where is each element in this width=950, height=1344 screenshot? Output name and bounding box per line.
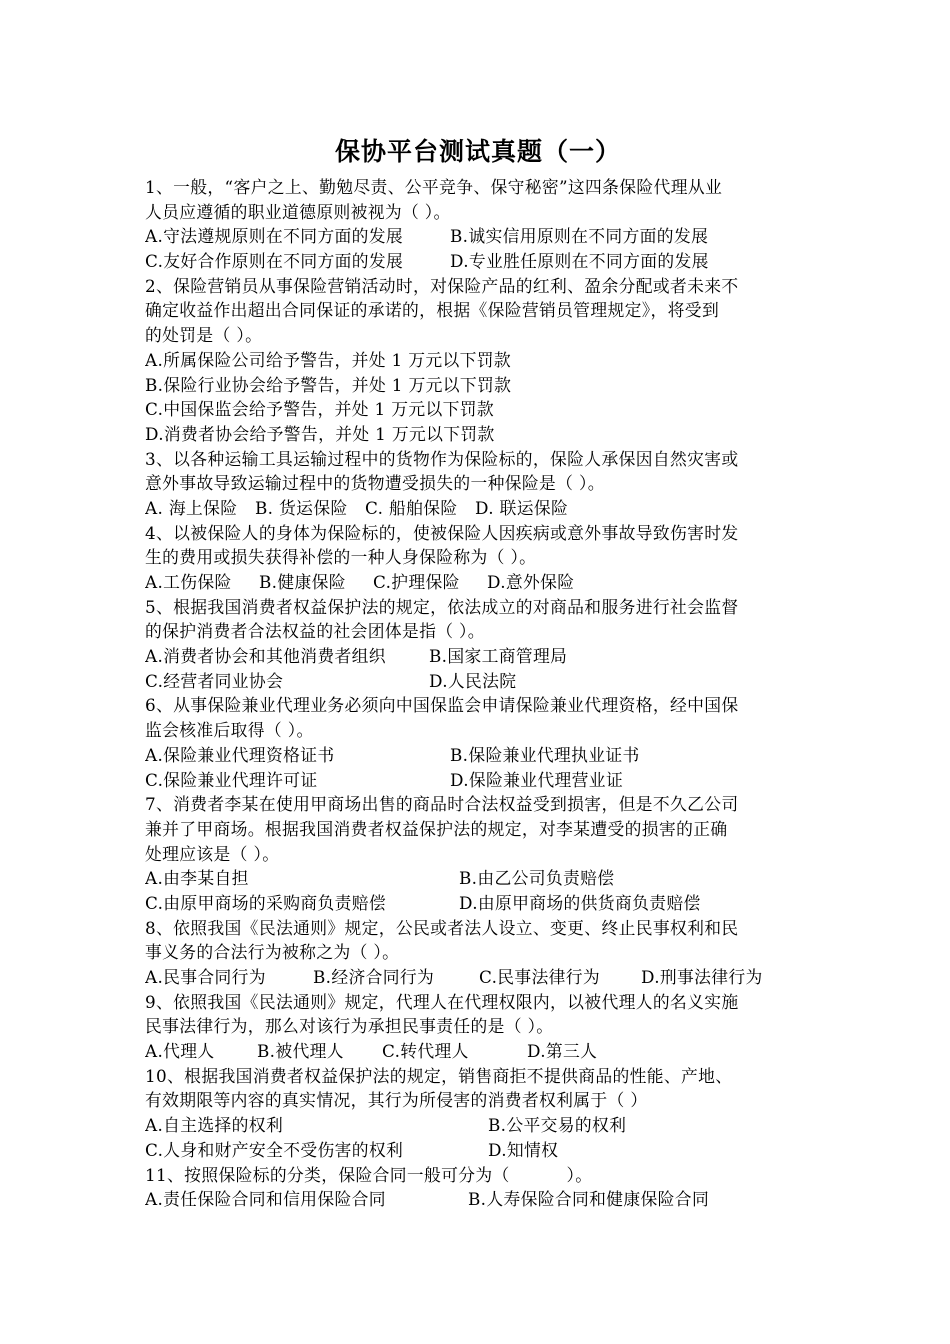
question-list [145, 175, 807, 1212]
option-b: B.经济合同行为 [313, 967, 435, 987]
question-text-line: 的处罚是（ ）。 [145, 325, 263, 346]
question-6 [145, 693, 807, 792]
question-9 [145, 990, 807, 1064]
question-text-line: 兼并了甲商场。根据我国消费者权益保护法的规定，对李某遭受的损害的正确 [145, 818, 728, 839]
option-b: B.保险兼业代理执业证书 [450, 744, 640, 765]
question-1 [145, 175, 807, 274]
option-row [145, 422, 807, 447]
option-c: C.转代理人 [382, 1041, 469, 1062]
option-b: B.健康保险 [259, 572, 346, 592]
option-row [145, 348, 807, 373]
question-11 [145, 1163, 807, 1212]
option-d: D.刑事法律行为 [641, 967, 763, 987]
option-d: D.消费者协会给予警告，并处 1 万元以下罚款 [145, 423, 495, 444]
page-title: 保协平台测试真题（一） [334, 137, 621, 166]
option-row [145, 224, 807, 249]
option-b: B.国家工商管理局 [429, 646, 568, 667]
question-text-line: 5、根据我国消费者权益保护法的规定，依法成立的对商品和服务进行社会监督 [145, 596, 739, 617]
option-d: D.第三人 [527, 1041, 598, 1062]
option-a: A.由李某自担 [145, 868, 249, 889]
question-text-line: 11、按照保险标的分类，保险合同一般可分为（ ）。 [145, 1164, 593, 1185]
question-text-line: 有效期限等内容的真实情况，其行为所侵害的消费者权利属于（ ） [145, 1090, 648, 1111]
option-b: B.被代理人 [257, 1041, 344, 1062]
option-a: A.工伤保险 [145, 572, 232, 592]
option-c: C.中国保监会给予警告，并处 1 万元以下罚款 [145, 399, 495, 420]
question-8 [145, 916, 807, 990]
question-text-line: 9、依照我国《民法通则》规定，代理人在代理权限内，以被代理人的名义实施 [145, 991, 739, 1012]
question-3 [145, 447, 807, 521]
question-5 [145, 595, 807, 694]
option-c: C. 船舶保险 [365, 497, 458, 518]
question-text-line: 4、以被保险人的身体为保险标的，使被保险人因疾病或意外事故导致伤害时发 [145, 522, 739, 543]
question-text-line: 人员应遵循的职业道德原则被视为（ ）。 [145, 201, 451, 222]
question-text-line: 意外事故导致运输过程中的货物遭受损失的一种保险是（ ）。 [145, 473, 605, 494]
question-2 [145, 274, 807, 447]
option-c: C.经营者同业协会 [145, 670, 284, 691]
option-row [145, 1138, 807, 1163]
option-b: B. 货运保险 [255, 497, 348, 518]
question-text-line: 2、保险营销员从事保险营销活动时，对保险产品的红利、盈余分配或者未来不 [145, 275, 739, 296]
option-row [145, 397, 807, 422]
option-a: A.自主选择的权利 [145, 1115, 284, 1136]
option-row [145, 768, 807, 793]
question-text-line: 6、从事保险兼业代理业务必须向中国保监会申请保险兼业代理资格，经中国保 [145, 695, 739, 716]
question-text-line: 处理应该是（ ）。 [145, 843, 280, 864]
option-row [145, 1113, 807, 1138]
option-d: D.知情权 [488, 1139, 559, 1160]
option-d: D.专业胜任原则在不同方面的发展 [450, 251, 709, 272]
question-text-line: 7、消费者李某在使用甲商场出售的商品时合法权益受到损害，但是不久乙公司 [145, 794, 739, 815]
question-text-line: 1、一般，“客户之上、勤勉尽责、公平竞争、保守秘密”这四条保险代理从业 [145, 177, 723, 197]
option-a: A.民事合同行为 [145, 967, 266, 987]
option-row [145, 866, 807, 891]
option-row [145, 644, 807, 669]
option-row [145, 1187, 807, 1212]
option-a: A.所属保险公司给予警告，并处 1 万元以下罚款 [145, 349, 512, 370]
option-b: B.由乙公司负责赔偿 [459, 868, 615, 889]
question-text-line: 的保护消费者合法权益的社会团体是指（ ）。 [145, 621, 485, 642]
option-c: C.民事法律行为 [479, 967, 601, 987]
option-d: D.意外保险 [487, 572, 575, 592]
option-row [145, 1039, 807, 1064]
option-row [145, 249, 807, 274]
option-a: A.代理人 [145, 1041, 215, 1062]
question-text-line: 生的费用或损失获得补偿的一种人身保险称为（ ）。 [145, 547, 537, 568]
option-c: C.人身和财产安全不受伤害的权利 [145, 1139, 404, 1160]
option-row [145, 965, 807, 990]
option-a: A.守法遵规原则在不同方面的发展 [145, 226, 403, 247]
option-d: D.保险兼业代理营业证 [450, 769, 624, 790]
question-text-line: 事义务的合法行为被称之为（ ）。 [145, 942, 400, 963]
option-c: C.护理保险 [373, 572, 460, 592]
option-c: C.由原甲商场的采购商负责赔偿 [145, 892, 386, 913]
option-d: D.人民法院 [429, 670, 517, 691]
question-7 [145, 792, 807, 915]
option-a: A. 海上保险 [145, 497, 238, 518]
option-d: D.由原甲商场的供货商负责赔偿 [459, 892, 701, 913]
option-c: C.保险兼业代理许可证 [145, 769, 318, 790]
option-a: A.责任保险合同和信用保险合同 [145, 1189, 386, 1210]
question-text-line: 监会核准后取得（ ）。 [145, 720, 314, 741]
option-b: B.人寿保险合同和健康保险合同 [468, 1189, 710, 1210]
option-row [145, 496, 807, 521]
question-10 [145, 1064, 807, 1163]
option-row [145, 891, 807, 916]
question-text-line: 10、根据我国消费者权益保护法的规定，销售商拒不提供商品的性能、产地、 [145, 1065, 733, 1086]
option-a: A.消费者协会和其他消费者组织 [145, 646, 386, 667]
option-d: D. 联运保险 [475, 497, 569, 518]
question-text-line: 民事法律行为，那么对该行为承担民事责任的是（ ）。 [145, 1016, 554, 1037]
question-4 [145, 521, 807, 595]
option-c: C.友好合作原则在不同方面的发展 [145, 251, 404, 272]
option-row [145, 570, 807, 595]
option-row [145, 669, 807, 694]
option-b: B.诚实信用原则在不同方面的发展 [450, 226, 709, 247]
option-a: A.保险兼业代理资格证书 [145, 744, 335, 765]
option-b: B.公平交易的权利 [488, 1115, 627, 1136]
question-text-line: 8、依照我国《民法通则》规定，公民或者法人设立、变更、终止民事权利和民 [145, 917, 739, 938]
option-row [145, 743, 807, 768]
option-row [145, 373, 807, 398]
option-b: B.保险行业协会给予警告，并处 1 万元以下罚款 [145, 374, 512, 395]
question-text-line: 确定收益作出超出合同保证的承诺的，根据《保险营销员管理规定》，将受到 [145, 300, 720, 321]
question-text-line: 3、以各种运输工具运输过程中的货物作为保险标的，保险人承保因自然灾害或 [145, 448, 739, 469]
